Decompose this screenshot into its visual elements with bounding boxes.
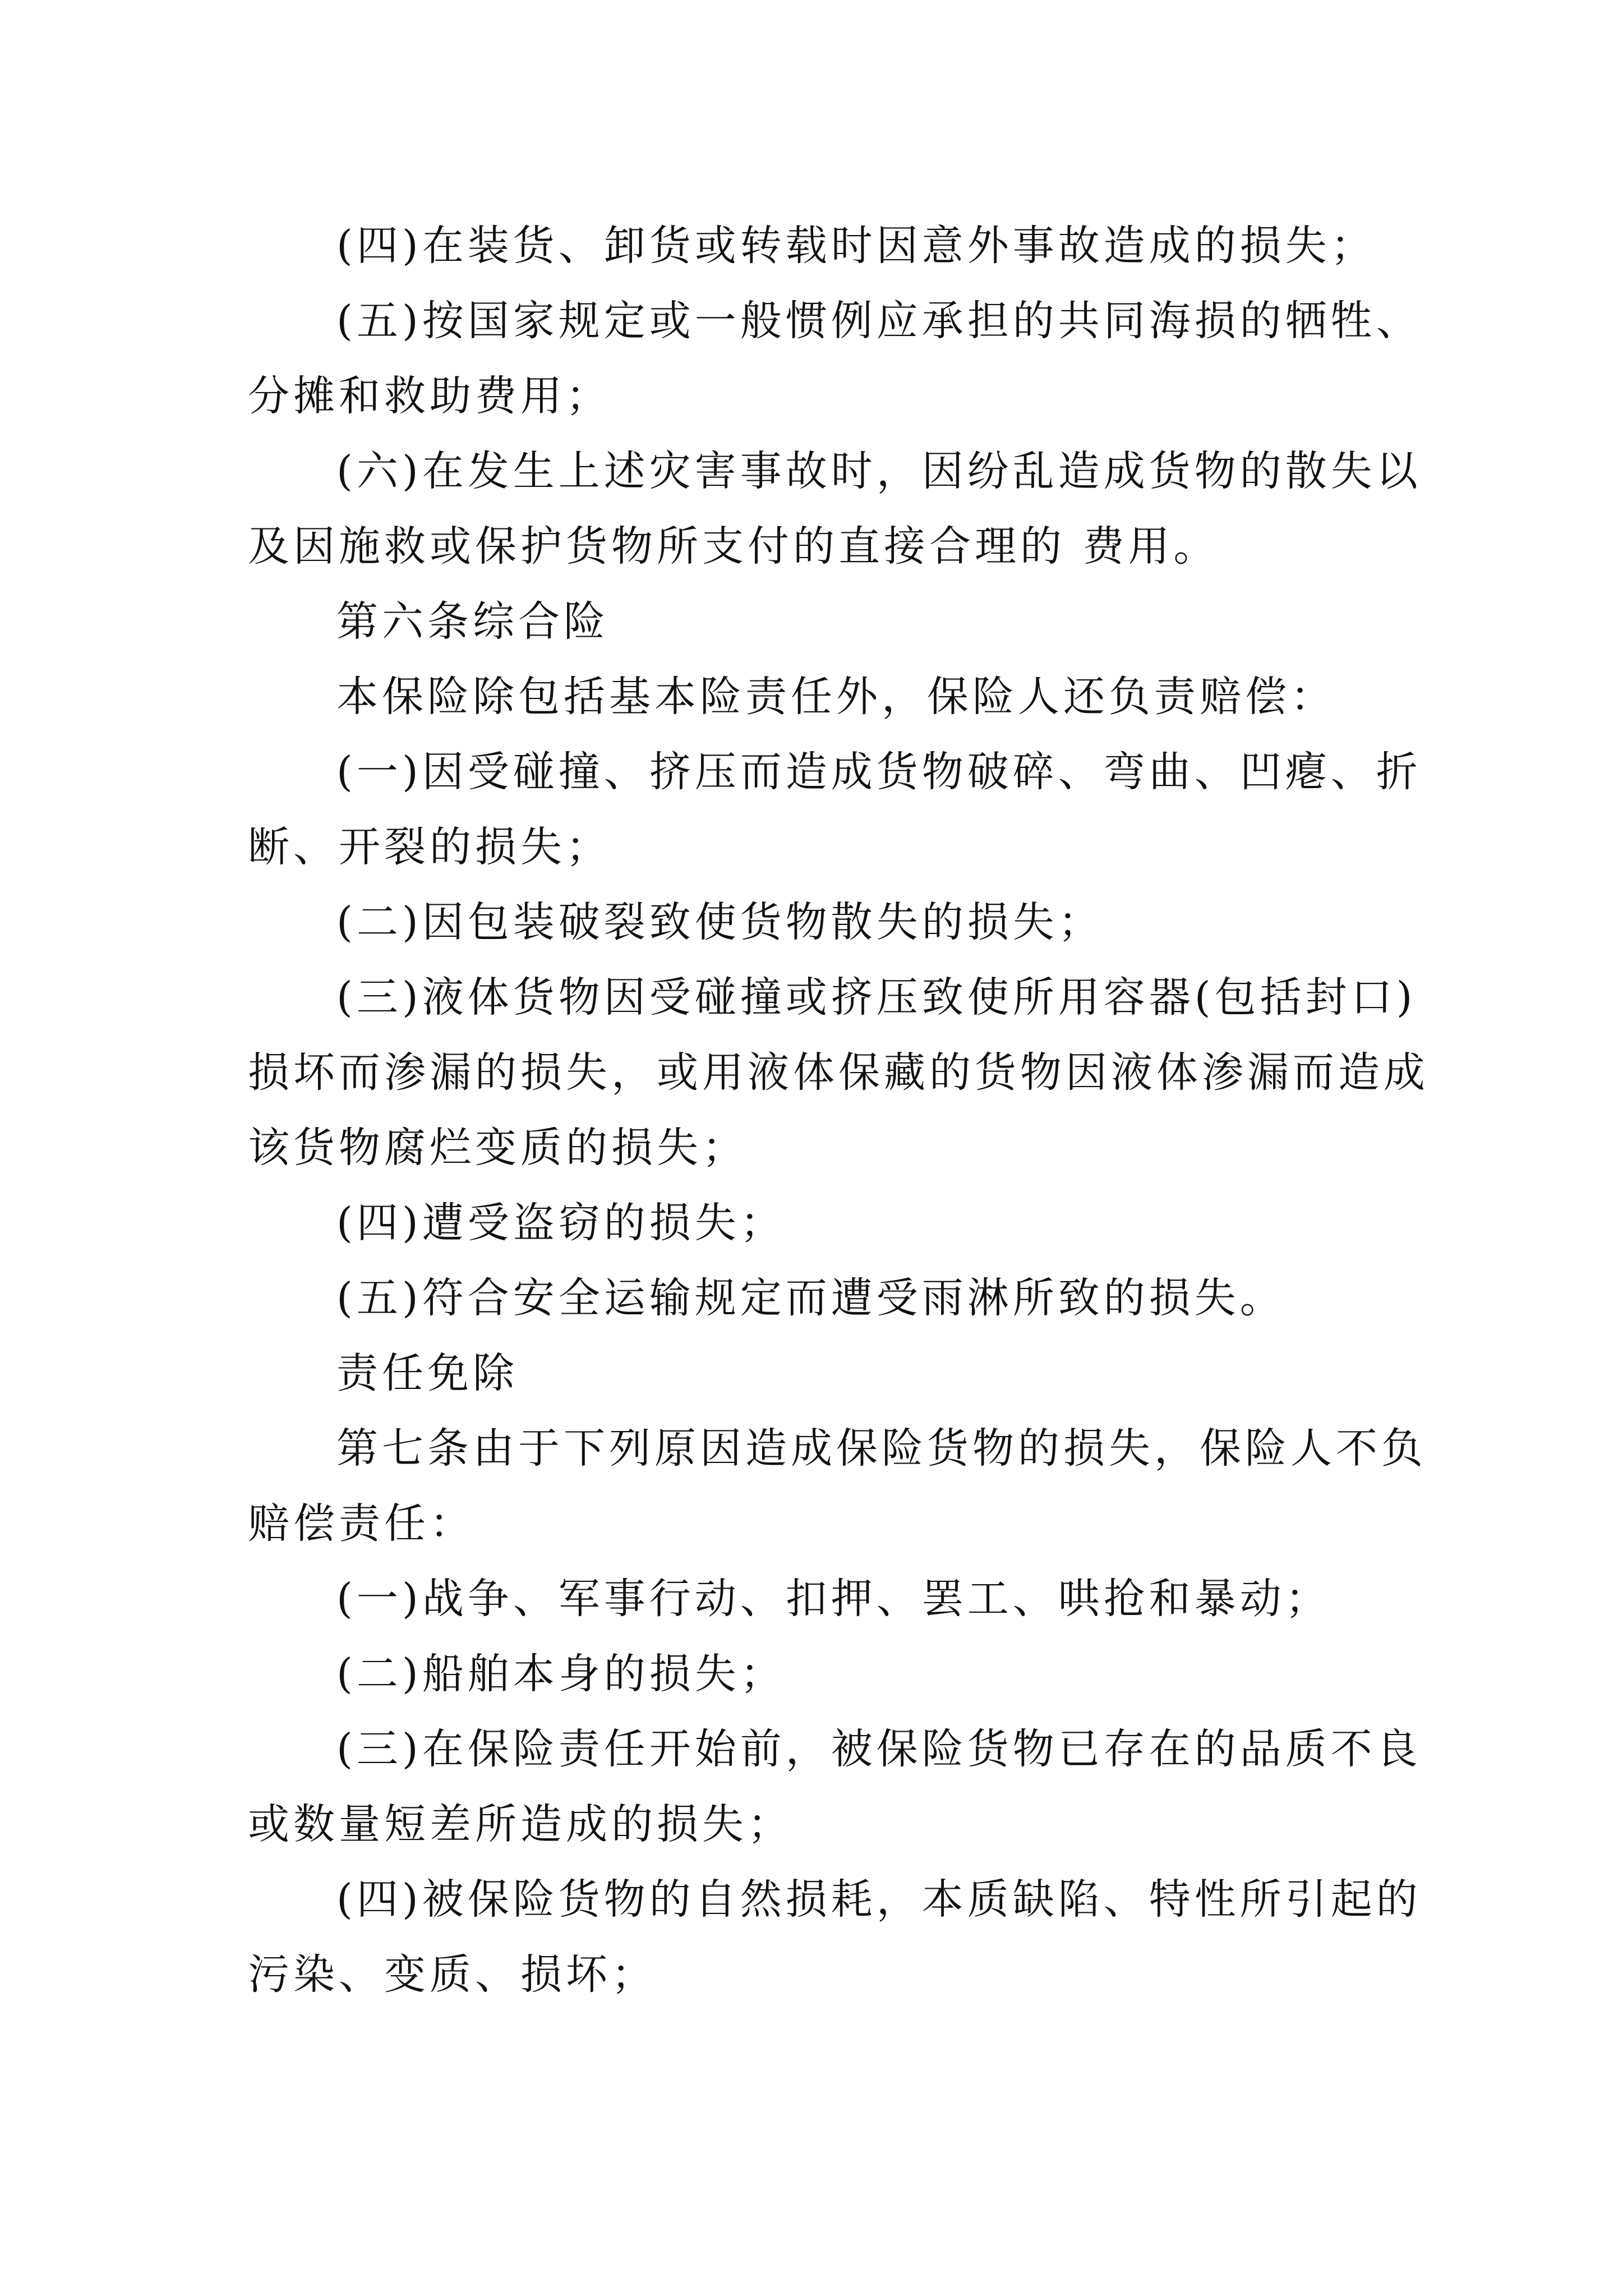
- section-heading: 第六条综合险: [336, 597, 609, 646]
- text-line: (四)遭受盗窃的损失；: [336, 1199, 786, 1247]
- text-line: (四)在装货、卸货或转载时因意外事故造成的损失；: [336, 222, 1376, 270]
- text-line: (六)在发生上述灾害事故时，因纷乱造成货物的散失以: [336, 447, 1422, 495]
- text-line: (一)战争、军事行动、扣押、罢工、哄抢和暴动；: [336, 1575, 1331, 1623]
- text-line: (五)按国家规定或一般惯例应承担的共同海损的牺牲、: [336, 297, 1422, 345]
- text-line: 本保险除包括基本险责任外，保险人还负责赔偿：: [336, 673, 1336, 721]
- text-line: (二)船舶本身的损失；: [336, 1650, 786, 1698]
- text-line: (五)符合安全运输规定而遭受雨淋所致的损失。: [336, 1274, 1285, 1322]
- text-line: 及因施救或保护货物所支付的直接合理的 费用。: [248, 522, 1219, 570]
- text-line: 该货物腐烂变质的损失；: [248, 1124, 748, 1172]
- text-line: 污染、变质、损坏；: [248, 1950, 657, 1999]
- text-line: (四)被保险货物的自然损耗，本质缺陷、特性所引起的: [336, 1875, 1422, 1924]
- text-line: (一)因受碰撞、挤压而造成货物破碎、弯曲、凹瘪、折: [336, 748, 1422, 796]
- text-line: 分摊和救助费用；: [248, 372, 611, 420]
- text-line: 断、开裂的损失；: [248, 823, 611, 871]
- text-line: (二)因包装破裂致使货物散失的损失；: [336, 898, 1104, 946]
- text-line: (三)液体货物因受碰撞或挤压致使所用容器(包括封口): [336, 973, 1417, 1022]
- text-line: 第七条由于下列原因造成保险货物的损失，保险人不负: [336, 1424, 1427, 1473]
- text-line: 赔偿责任：: [248, 1499, 475, 1548]
- text-line: 损坏而渗漏的损失，或用液体保藏的货物因液体渗漏而造成: [248, 1048, 1429, 1097]
- section-heading: 责任免除: [336, 1349, 518, 1397]
- text-line: (三)在保险责任开始前，被保险货物已存在的品质不良: [336, 1725, 1422, 1773]
- text-line: 或数量短差所造成的损失；: [248, 1800, 793, 1848]
